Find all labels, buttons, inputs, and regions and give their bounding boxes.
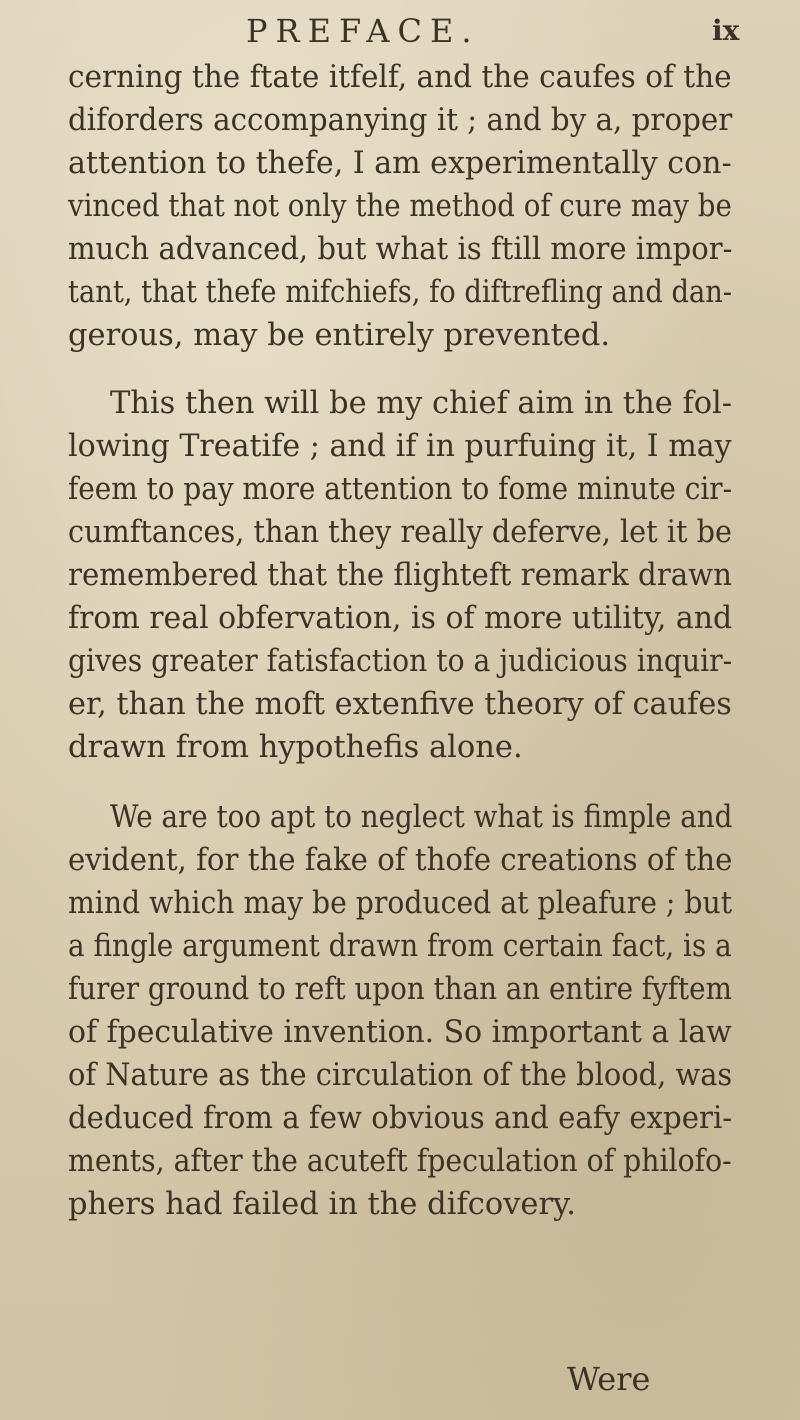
- text-line: drawn from hypothefis alone.: [68, 730, 523, 765]
- text-line: mind which may be produced at pleafure ; but: [68, 886, 733, 921]
- text-line: tant, that thefe mifchiefs, fo diftrefling and dan-: [68, 275, 733, 310]
- text-line: This then will be my chief aim in the fol-: [110, 386, 733, 421]
- text-line: gives greater fatisfaction to a judicious inquir-: [68, 644, 733, 679]
- text-line: of Nature as the circulation of the blood, was: [68, 1058, 733, 1093]
- text-line: diforders accompanying it ; and by a, proper: [68, 103, 733, 138]
- text-line: gerous, may be entirely prevented.: [68, 318, 611, 353]
- text-line: evident, for the fake of thofe creations of the: [68, 843, 733, 878]
- catchword: Were: [567, 1360, 651, 1398]
- text-line: from real obfervation, is of more utility, and: [68, 601, 733, 636]
- text-line: furer ground to reft upon than an entire fyftem: [68, 972, 732, 1007]
- text-line: much advanced, but what is ftill more impor-: [68, 232, 733, 267]
- text-line: feem to pay more attention to fome minute cir-: [68, 472, 732, 507]
- text-line: attention to thefe, I am experimentally con-: [68, 146, 732, 181]
- text-line: er, than the moft extenfive theory of caufes: [68, 687, 732, 722]
- text-line: vinced that not only the method of cure may be: [68, 189, 732, 224]
- running-title: PREFACE.: [246, 12, 480, 50]
- text-line: deduced from a few obvious and eafy experi-: [68, 1101, 733, 1136]
- text-line: cumftances, than they really deferve, let it be: [68, 515, 732, 550]
- text-line: of fpeculative invention. So important a law: [68, 1015, 732, 1050]
- text-line: remembered that the flighteft remark drawn: [68, 558, 732, 593]
- text-line: cerning the ftate itfelf, and the caufes of the: [68, 60, 732, 95]
- text-line: ments, after the acuteft fpeculation of philofo-: [68, 1144, 732, 1179]
- text-line: a fingle argument drawn from certain fact, is a: [68, 929, 732, 964]
- text-line: phers had failed in the difcovery.: [68, 1187, 576, 1222]
- page-number: ix: [712, 14, 740, 47]
- text-line: We are too apt to neglect what is fimple and: [110, 800, 733, 835]
- text-line: lowing Treatife ; and if in purfuing it, I may: [68, 429, 732, 464]
